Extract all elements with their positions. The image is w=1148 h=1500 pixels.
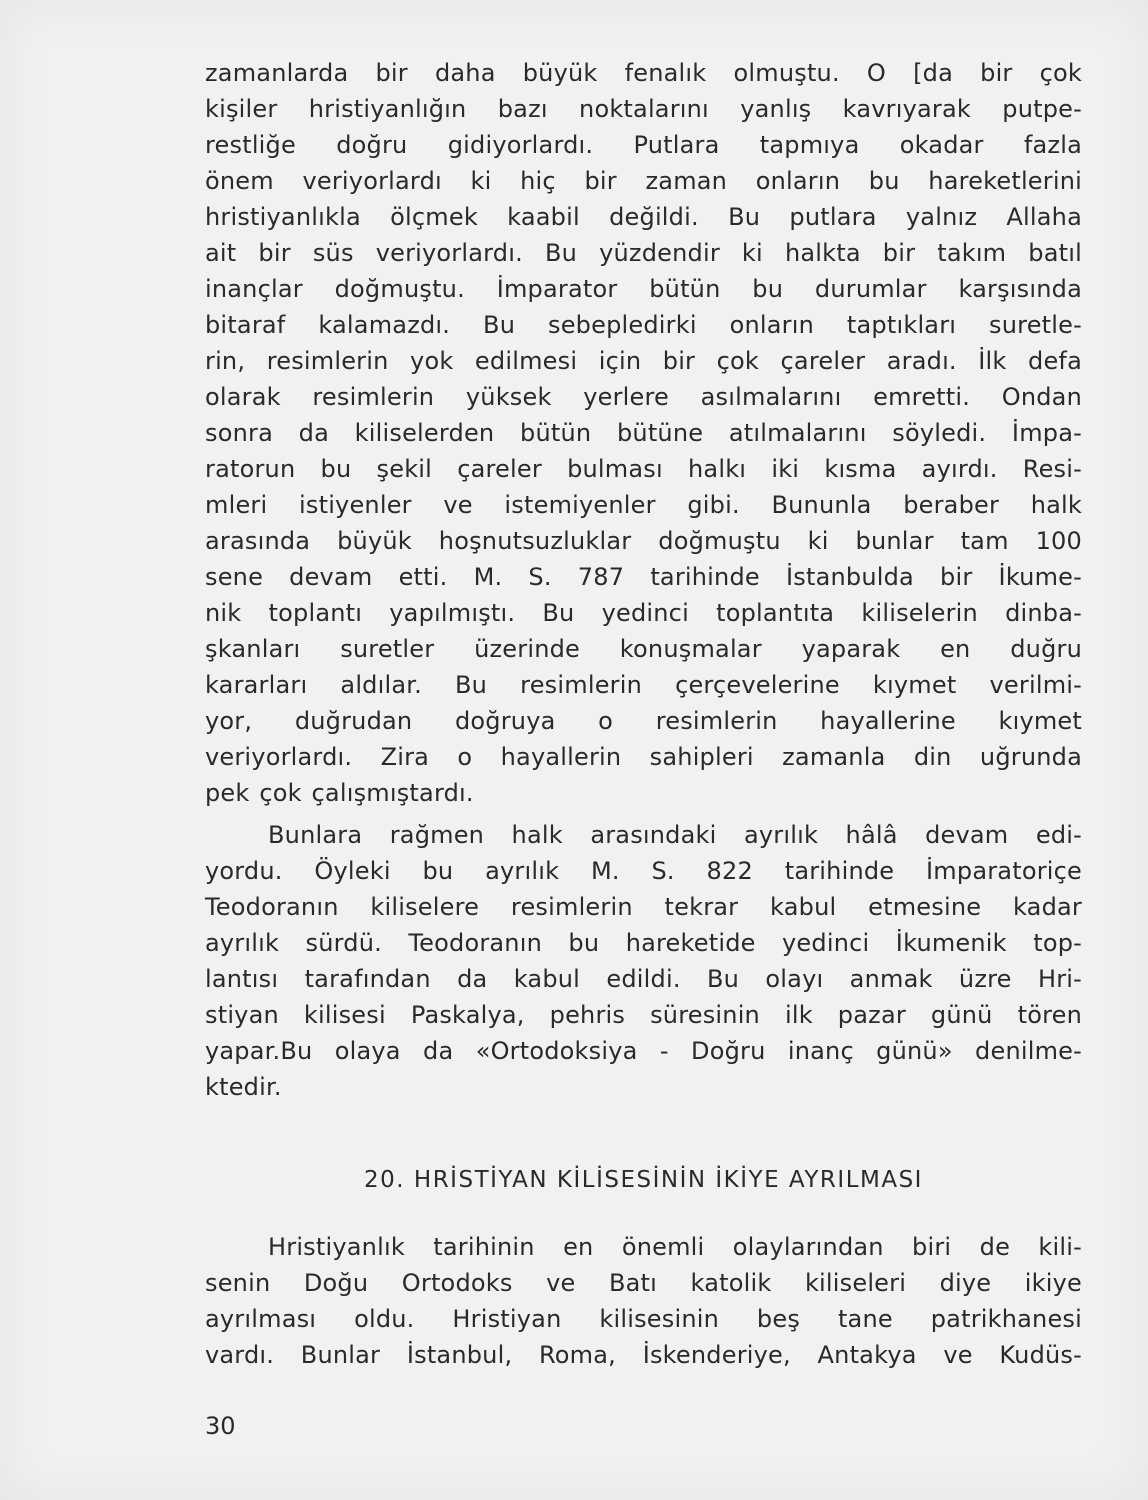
text-line: ktedir. <box>205 1073 282 1101</box>
text-line: Bunlara rağmen halk arasındaki ayrılık hâlâ devam edi- <box>268 821 1082 849</box>
text-line: sonra da kiliselerden bütün bütüne atılmalarını söyledi. İmpa- <box>205 419 1082 447</box>
text-line: mleri istiyenler ve istemiyenler gibi. Bununla beraber halk <box>205 491 1082 519</box>
text-line: inançlar doğmuştu. İmparator bütün bu durumlar karşısında <box>205 275 1082 303</box>
text-line: rin, resimlerin yok edilmesi için bir çok çareler aradı. İlk defa <box>205 347 1082 375</box>
text-line: stiyan kilisesi Paskalya, pehris süresinin ilk pazar günü tören <box>205 1001 1082 1029</box>
text-line: kişiler hristiyanlığın bazı noktalarını yanlış kavrıyarak putpe- <box>205 95 1082 123</box>
text-line: yor, duğrudan doğruya o resimlerin hayallerine kıymet <box>205 707 1082 735</box>
text-line: önem veriyorlardı ki hiç bir zaman onların bu hareketlerini <box>205 167 1082 195</box>
text-line: ratorun bu şekil çareler bulması halkı iki kısma ayırdı. Resi- <box>205 455 1082 483</box>
text-line: bitaraf kalamazdı. Bu sebepledirki onların taptıkları suretle- <box>205 311 1082 339</box>
text-line: ayrılması oldu. Hristiyan kilisesinin beş tane patrikhanesi <box>205 1305 1082 1333</box>
text-line: vardı. Bunlar İstanbul, Roma, İskenderiye, Antakya ve Kudüs- <box>205 1341 1082 1369</box>
text-line: sene devam etti. M. S. 787 tarihinde İstanbulda bir İkume- <box>205 563 1082 591</box>
text-line: Teodoranın kiliselere resimlerin tekrar kabul etmesine kadar <box>205 893 1082 921</box>
text-line: Hristiyanlık tarihinin en önemli olaylarından biri de kili- <box>268 1233 1082 1261</box>
text-line: olarak resimlerin yüksek yerlere asılmalarını emretti. Ondan <box>205 383 1082 411</box>
page-number: 30 <box>205 1412 236 1440</box>
text-line: senin Doğu Ortodoks ve Batı katolik kiliseleri diye ikiye <box>205 1269 1082 1297</box>
text-line: şkanları suretler üzerinde konuşmalar yaparak en duğru <box>205 635 1082 663</box>
text-line: veriyorlardı. Zira o hayallerin sahipleri zamanla din uğrunda <box>205 743 1082 771</box>
section-heading: 20. HRİSTİYAN KİLİSESİNİN İKİYE AYRILMASI <box>364 1167 923 1193</box>
text-line: yordu. Öyleki bu ayrılık M. S. 822 tarihinde İmparatoriçe <box>205 857 1082 885</box>
text-line: yapar.Bu olaya da «Ortodoksiya - Doğru inanç günü» denilme- <box>205 1037 1082 1065</box>
text-line: lantısı tarafından da kabul edildi. Bu olayı anmak üzre Hri- <box>205 965 1082 993</box>
text-line: pek çok çalışmıştardı. <box>205 779 474 807</box>
text-line: arasında büyük hoşnutsuzluklar doğmuştu ki bunlar tam 100 <box>205 527 1082 555</box>
text-line: ait bir süs veriyorlardı. Bu yüzdendir ki halkta bir takım batıl <box>205 239 1082 267</box>
text-line: kararları aldılar. Bu resimlerin çerçevelerine kıymet verilmi- <box>205 671 1082 699</box>
text-line: hristiyanlıkla ölçmek kaabil değildi. Bu putlara yalnız Allaha <box>205 203 1082 231</box>
text-line: zamanlarda bir daha büyük fenalık olmuştu. O [da bir çok <box>205 59 1082 87</box>
text-line: ayrılık sürdü. Teodoranın bu hareketide yedinci İkumenik top- <box>205 929 1082 957</box>
text-line: restliğe doğru gidiyorlardı. Putlara tapmıya okadar fazla <box>205 131 1082 159</box>
text-line: nik toplantı yapılmıştı. Bu yedinci toplantıta kiliselerin dinba- <box>205 599 1082 627</box>
